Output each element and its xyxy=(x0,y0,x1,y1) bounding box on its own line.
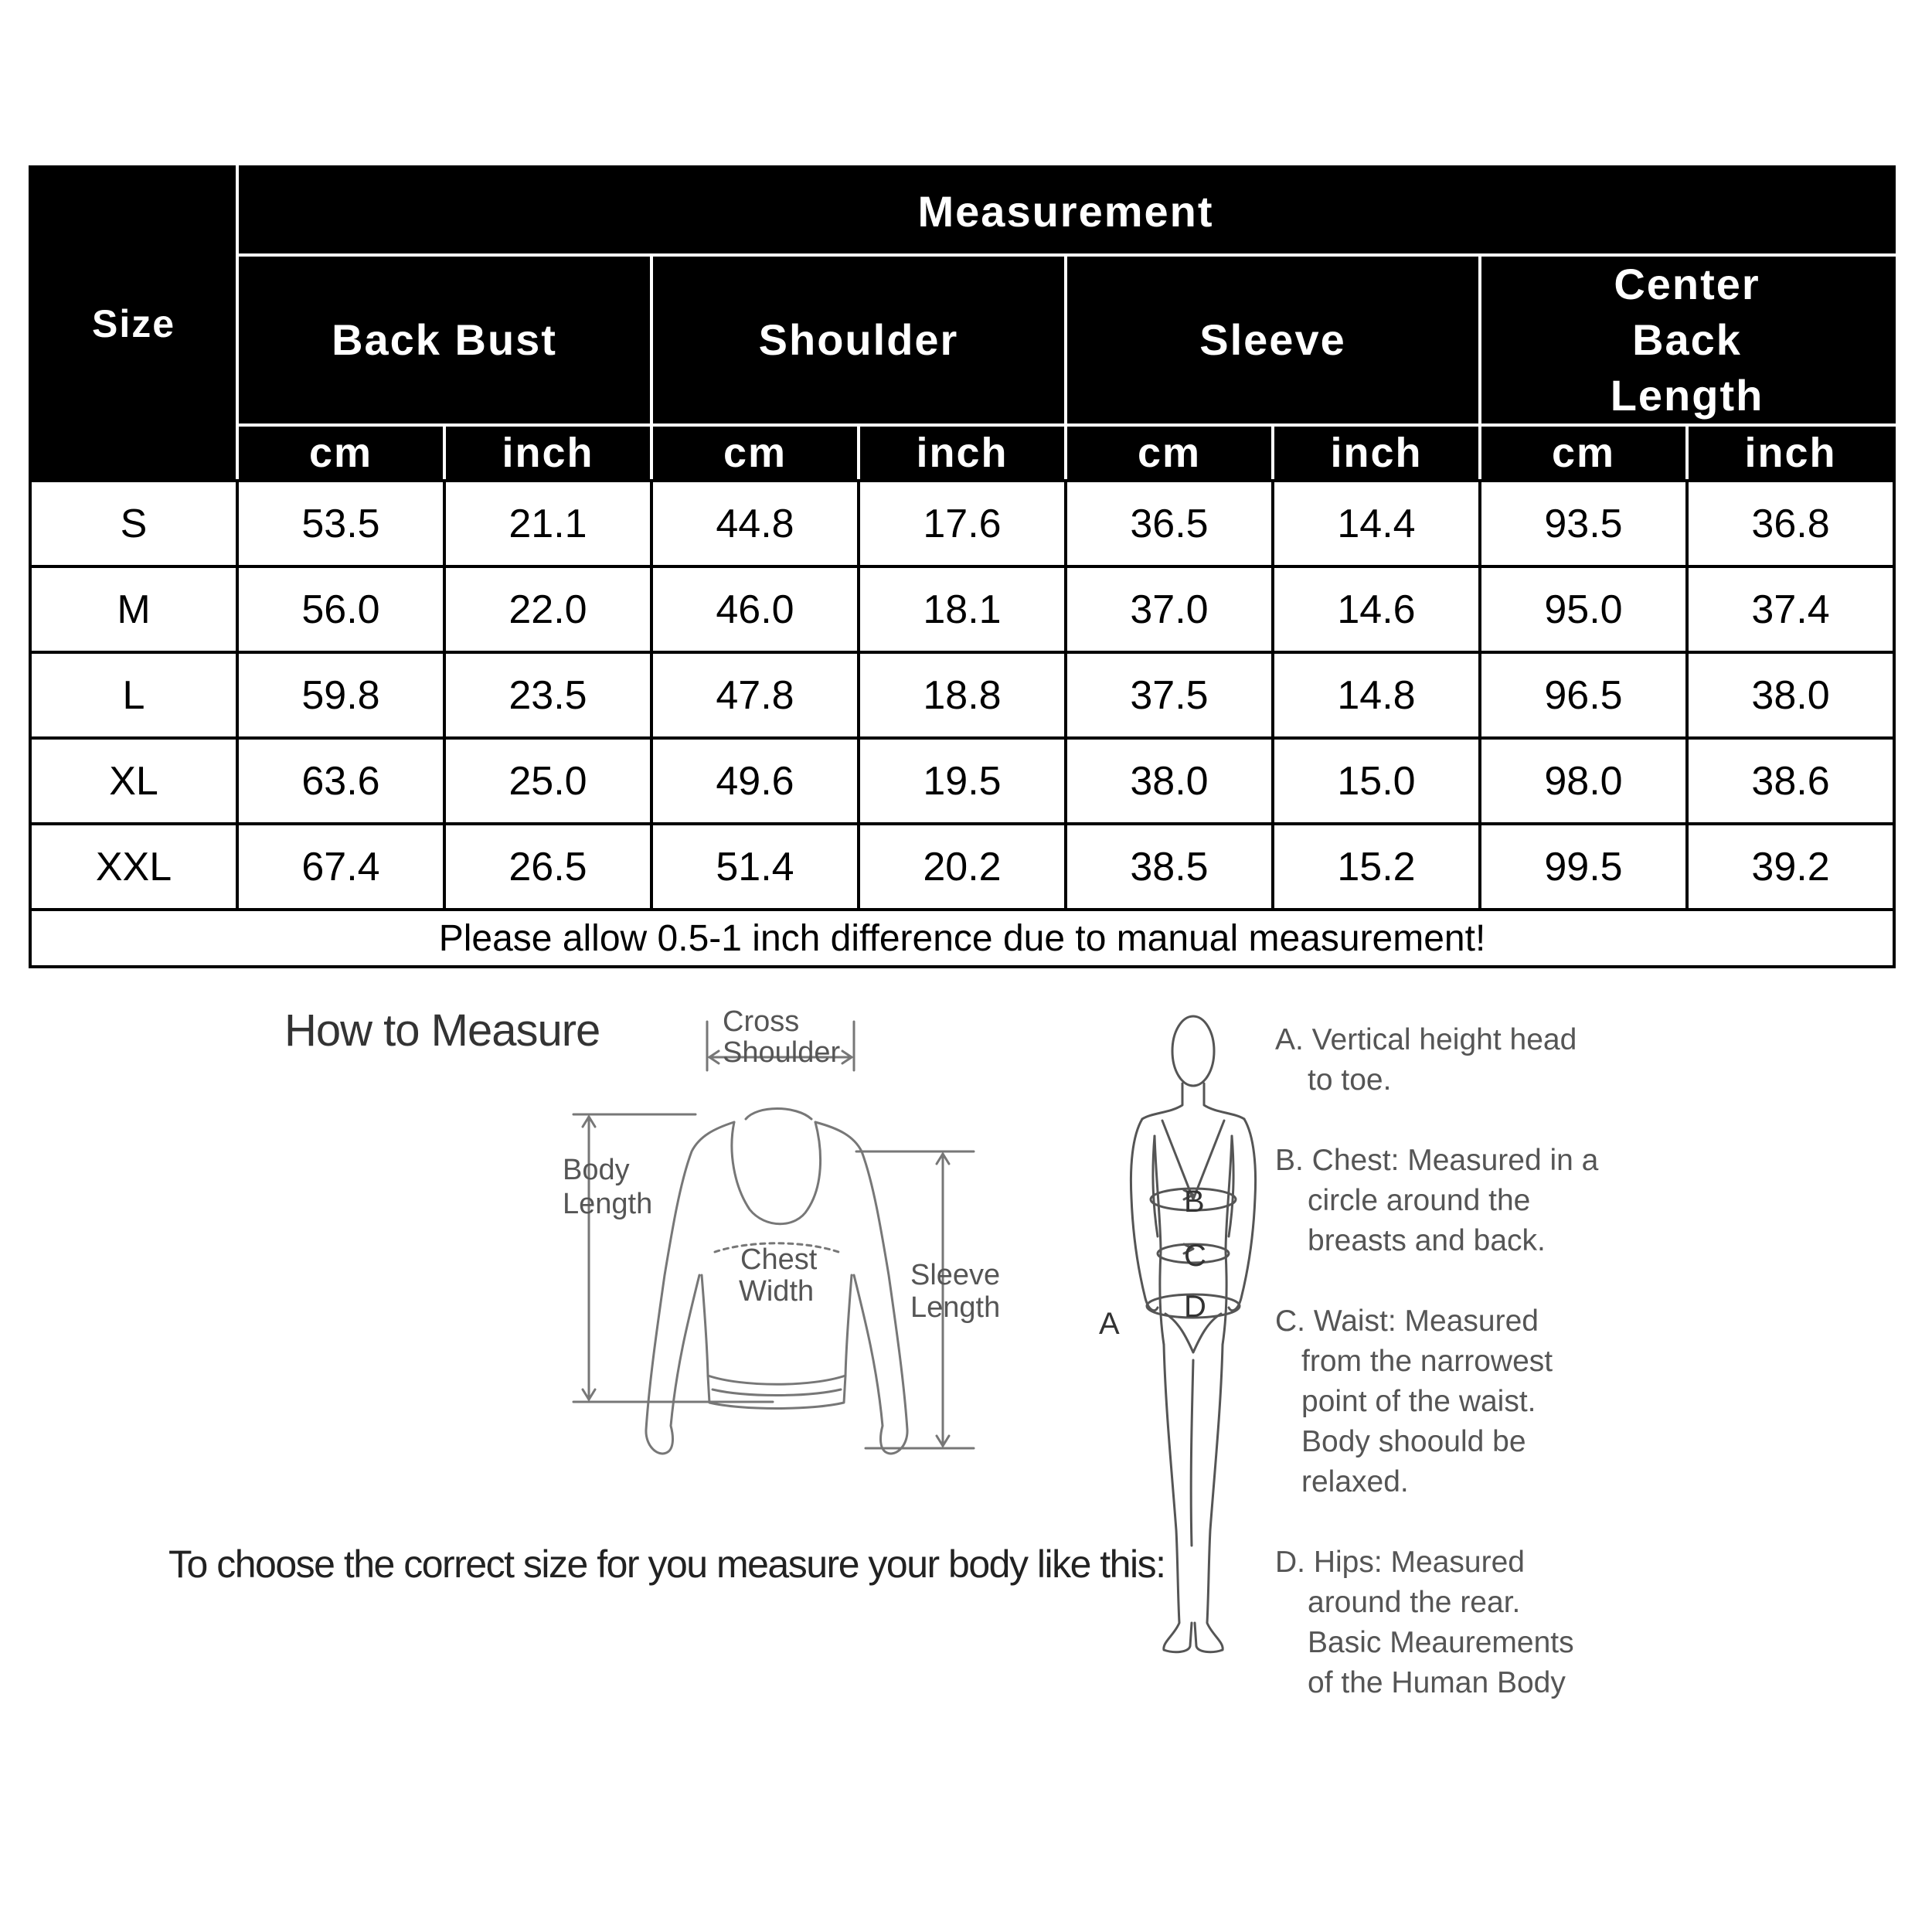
value-cell: 38.6 xyxy=(1687,738,1894,824)
legend-line: point of the waist. xyxy=(1301,1385,1536,1418)
value-cell: 49.6 xyxy=(651,738,859,824)
unit-header: cm xyxy=(1480,425,1687,481)
legend-line: Basic Meaurements xyxy=(1308,1626,1574,1659)
legend-line: of the Human Body xyxy=(1308,1666,1566,1699)
value-cell: 95.0 xyxy=(1480,566,1687,652)
size-cell: XL xyxy=(30,738,237,824)
value-cell: 98.0 xyxy=(1480,738,1687,824)
size-cell: XXL xyxy=(30,824,237,910)
marker-b: B xyxy=(1184,1185,1205,1219)
legend-a xyxy=(1275,1020,1577,1100)
body-length-label-2: Length xyxy=(563,1188,653,1220)
value-cell: 47.8 xyxy=(651,652,859,738)
value-cell: 14.8 xyxy=(1273,652,1480,738)
choose-size-instruction: To choose the correct size for you measure your body like this: xyxy=(168,1543,1165,1586)
legend-line: A. Vertical height head xyxy=(1275,1023,1577,1056)
value-cell: 44.8 xyxy=(651,481,859,566)
legend-line: D. Hips: Measured xyxy=(1275,1546,1525,1579)
unit-header: inch xyxy=(444,425,651,481)
size-cell: S xyxy=(30,481,237,566)
legend-line: relaxed. xyxy=(1301,1465,1409,1498)
value-cell: 17.6 xyxy=(859,481,1066,566)
legend-line: to toe. xyxy=(1308,1063,1392,1097)
marker-d: D xyxy=(1184,1290,1206,1324)
unit-header: inch xyxy=(859,425,1066,481)
cross-shoulder-label-2: Shoulder xyxy=(723,1036,841,1069)
legend-line: breasts and back. xyxy=(1308,1224,1546,1257)
value-cell: 15.0 xyxy=(1273,738,1480,824)
unit-header: inch xyxy=(1273,425,1480,481)
legend-line: circle around the xyxy=(1308,1184,1531,1217)
legend-d xyxy=(1275,1543,1574,1703)
value-cell: 21.1 xyxy=(444,481,651,566)
size-cell: L xyxy=(30,652,237,738)
value-cell: 38.0 xyxy=(1687,652,1894,738)
legend-line: C. Waist: Measured xyxy=(1275,1304,1539,1338)
value-cell: 93.5 xyxy=(1480,481,1687,566)
marker-a: A xyxy=(1099,1307,1120,1341)
table-row xyxy=(30,824,1894,910)
value-cell: 36.8 xyxy=(1687,481,1894,566)
group-header-center-back-length xyxy=(1480,255,1894,425)
body-length-label: Body xyxy=(563,1154,630,1186)
garment-diagram xyxy=(541,997,1036,1476)
value-cell: 20.2 xyxy=(859,824,1066,910)
unit-header: inch xyxy=(1687,425,1894,481)
value-cell: 56.0 xyxy=(237,566,444,652)
unit-header: cm xyxy=(651,425,859,481)
cross-shoulder-label: Cross xyxy=(723,1005,800,1038)
legend-line: around the rear. xyxy=(1308,1586,1521,1619)
table-row xyxy=(30,481,1894,566)
sleeve-length-label: Sleeve xyxy=(910,1259,1001,1291)
value-cell: 53.5 xyxy=(237,481,444,566)
legend-line: Body shoould be xyxy=(1301,1425,1526,1458)
value-cell: 37.5 xyxy=(1066,652,1273,738)
body-diagram xyxy=(1097,1005,1275,1685)
group-header-shoulder: Shoulder xyxy=(651,255,1066,425)
value-cell: 51.4 xyxy=(651,824,859,910)
sleeve-length-label-2: Length xyxy=(910,1291,1001,1324)
measurement-note: Please allow 0.5-1 inch difference due to manual measurement! xyxy=(30,910,1894,967)
value-cell: 36.5 xyxy=(1066,481,1273,566)
value-cell: 59.8 xyxy=(237,652,444,738)
unit-header: cm xyxy=(1066,425,1273,481)
measurement-header: Measurement xyxy=(237,167,1894,255)
size-column-header: Size xyxy=(30,167,237,481)
value-cell: 37.0 xyxy=(1066,566,1273,652)
value-cell: 37.4 xyxy=(1687,566,1894,652)
how-to-measure-title: How to Measure xyxy=(284,1005,600,1056)
value-cell: 14.4 xyxy=(1273,481,1480,566)
size-cell: M xyxy=(30,566,237,652)
value-cell: 15.2 xyxy=(1273,824,1480,910)
value-cell: 96.5 xyxy=(1480,652,1687,738)
table-row xyxy=(30,738,1894,824)
legend-b xyxy=(1275,1141,1598,1261)
value-cell: 18.1 xyxy=(859,566,1066,652)
legend-line: B. Chest: Measured in a xyxy=(1275,1144,1599,1177)
group-header-sleeve: Sleeve xyxy=(1066,255,1480,425)
note-row xyxy=(30,910,1894,967)
value-cell: 38.0 xyxy=(1066,738,1273,824)
table-row xyxy=(30,652,1894,738)
value-cell: 63.6 xyxy=(237,738,444,824)
value-cell: 39.2 xyxy=(1687,824,1894,910)
value-cell: 23.5 xyxy=(444,652,651,738)
value-cell: 38.5 xyxy=(1066,824,1273,910)
value-cell: 22.0 xyxy=(444,566,651,652)
value-cell: 26.5 xyxy=(444,824,651,910)
value-cell: 46.0 xyxy=(651,566,859,652)
chest-width-label: Chest xyxy=(740,1243,818,1276)
center-back-length-label: Center Back Length xyxy=(1610,260,1764,420)
size-table-body xyxy=(30,481,1894,967)
value-cell: 67.4 xyxy=(237,824,444,910)
value-cell: 19.5 xyxy=(859,738,1066,824)
marker-c: C xyxy=(1184,1239,1206,1273)
value-cell: 14.6 xyxy=(1273,566,1480,652)
unit-header: cm xyxy=(237,425,444,481)
legend-line: from the narrowest xyxy=(1301,1345,1553,1378)
value-cell: 99.5 xyxy=(1480,824,1687,910)
chest-width-label-2: Width xyxy=(739,1275,815,1308)
table-row xyxy=(30,566,1894,652)
value-cell: 18.8 xyxy=(859,652,1066,738)
group-header-back-bust: Back Bust xyxy=(237,255,651,425)
value-cell: 25.0 xyxy=(444,738,651,824)
size-chart-table xyxy=(29,165,1896,968)
legend-c xyxy=(1275,1301,1553,1502)
